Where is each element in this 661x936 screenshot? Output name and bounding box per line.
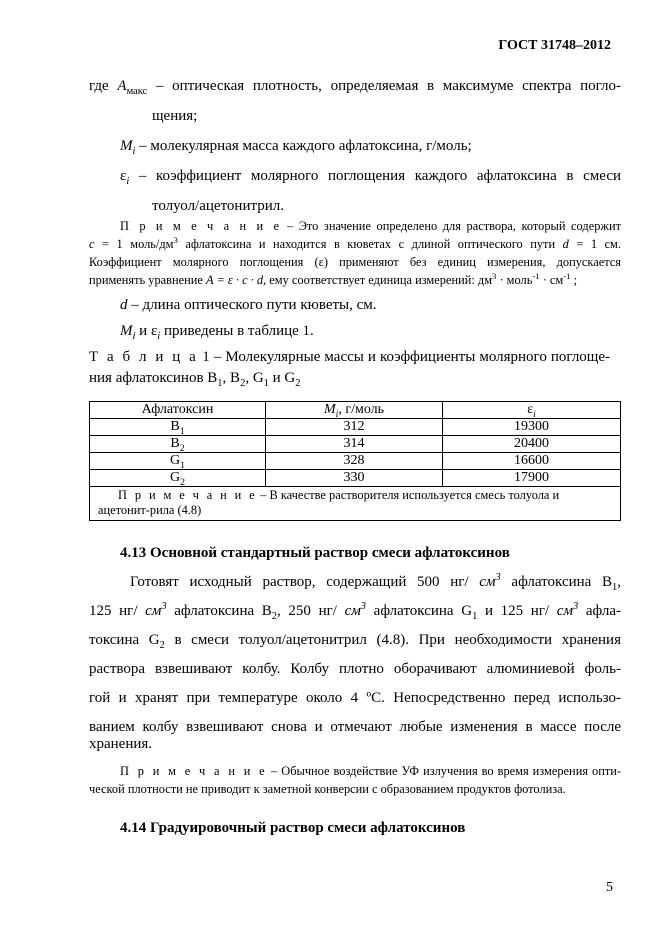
given-and: и	[135, 323, 151, 339]
note1-formula: A = ε · c · d,	[206, 273, 267, 287]
s413-cm: см	[344, 603, 361, 619]
a-symbol: A	[117, 78, 127, 94]
note1-text2c: = 1 см.	[568, 237, 621, 251]
s413-sup3: 3	[572, 601, 579, 612]
given-m: M	[120, 323, 133, 339]
s413-p1b-sub: 1	[612, 582, 618, 593]
def-d	[120, 297, 377, 314]
given-in-table	[120, 323, 314, 340]
s413-p2a: 125 нг/	[89, 603, 146, 619]
header-mass	[266, 402, 443, 419]
s413-p3a-sub: 2	[159, 640, 165, 651]
m-symbol: M	[120, 138, 133, 154]
cell-mass: 312	[266, 419, 443, 436]
header-mass-unit: , г/моль	[338, 402, 385, 417]
cell-sub: 1	[180, 459, 186, 471]
s413-line7: хранения.	[89, 736, 153, 752]
s413-line3	[89, 632, 621, 649]
note1-text4a: применять уравнение	[89, 273, 207, 287]
table-note-row	[90, 487, 621, 521]
cell-letter: B	[170, 436, 180, 451]
tc-sep1: , B	[222, 370, 241, 386]
aflatoxin-table	[89, 401, 621, 521]
def-d-text: – длина оптического пути кюветы, см.	[127, 297, 377, 313]
given-m-sub: i	[132, 331, 136, 342]
def-a-max	[89, 78, 621, 95]
tc-and: и G	[268, 370, 296, 386]
table-note-text: – В качестве растворителя используется смесь толуола и ацетонит-рила (4.8)	[98, 488, 560, 517]
header-mass-sub: i	[335, 408, 339, 420]
note1-text4b: ему соответствует единица измерений: дм	[266, 273, 493, 287]
note1-line2	[89, 234, 621, 252]
s413-p2e: и 125 нг/	[477, 603, 557, 619]
section-414-heading: 4.14 Градуировочный раствор смеси афлатоксинов	[120, 820, 466, 836]
cell-letter: G	[169, 453, 181, 468]
cell-eps: 17900	[443, 470, 621, 487]
cell-letter: B	[170, 419, 180, 434]
s413-p1a: Готовят исходный раствор, содержащий 500 нг/	[130, 574, 480, 590]
def-eps-cont: толуол/ацетонитрил.	[152, 198, 284, 214]
eps-subscript: i	[126, 176, 130, 187]
s413-line1	[130, 574, 621, 591]
note1-line3: Коэффициент молярного поглощения (ε) применяют без единиц измерения, допускается	[89, 255, 621, 269]
table-caption-line2	[89, 370, 301, 387]
table-caption-line1	[89, 349, 610, 366]
d-symbol: d	[120, 297, 128, 313]
cell-aflatoxin	[90, 436, 266, 453]
s413-line4: раствора взвешивают колбу. Колбу плотно оборачивают алюминиевой фоль-	[89, 661, 621, 677]
def-mi	[120, 138, 472, 155]
s413-cm: см	[145, 603, 162, 619]
header-eps-sym: ε	[527, 402, 534, 417]
s413-line2	[89, 603, 621, 620]
note1-label: П р и м е ч а н и е	[120, 219, 282, 233]
s413-p3a: токсина G	[89, 632, 160, 648]
given-eps: ε	[150, 323, 158, 339]
table-note-label: П р и м е ч а н и е	[118, 488, 258, 502]
note1-c: c	[89, 237, 95, 251]
s413-p2f: афла-	[578, 603, 621, 619]
given-eps-sub: i	[157, 331, 161, 342]
header-eps-sub: i	[533, 408, 536, 420]
def-eps-text: – коэффициент молярного поглощения каждого афлатоксина в смеси	[129, 168, 621, 184]
note1-text1: – Это значение определено для раствора, который содержит	[281, 219, 621, 233]
note1-sup-m1b: -1	[563, 270, 571, 281]
s413-sup3: 3	[495, 572, 501, 583]
s413-note-line1	[120, 764, 621, 779]
s413-cm: см	[479, 574, 496, 590]
note1-sup-m1: -1	[532, 270, 540, 281]
note1-tail: ;	[570, 273, 578, 287]
cell-eps: 20400	[443, 436, 621, 453]
def-eps	[120, 168, 621, 185]
cell-mass: 328	[266, 453, 443, 470]
note1-line4	[89, 270, 578, 288]
cell-mass: 314	[266, 436, 443, 453]
def-mi-text: – молекулярная масса каждого афлатоксина, г/моль;	[135, 138, 472, 154]
table-row	[90, 436, 621, 453]
s413-p1c: ,	[617, 574, 621, 590]
standard-number: ГОСТ 31748–2012	[498, 38, 611, 53]
s413-sup3: 3	[360, 601, 367, 612]
header-aflatoxin: Афлатоксин	[90, 402, 266, 419]
header-mass-sym: M	[323, 402, 336, 417]
cell-eps: 16600	[443, 453, 621, 470]
note1-sup: 3	[173, 234, 178, 245]
s413-p2b-sub: 2	[271, 611, 278, 622]
table-row	[90, 453, 621, 470]
table-row	[90, 470, 621, 487]
tc-g1: 1	[263, 378, 269, 389]
s413-note-text1: – Обычное воздействие УФ излучения во время измерения опти-	[267, 764, 622, 778]
s413-sup3: 3	[161, 601, 167, 612]
s413-line6: ванием колбу взвешивают снова и отмечают любые изменения в массе после	[89, 719, 621, 735]
def-a-max-prefix: где	[89, 78, 118, 94]
tc-sep2: , G	[245, 370, 264, 386]
table-row	[90, 419, 621, 436]
note1-d: d	[562, 237, 569, 251]
cell-aflatoxin	[90, 453, 266, 470]
note1-line1	[120, 219, 621, 234]
tc-b2: 2	[240, 378, 246, 389]
cell-sub: 2	[180, 476, 186, 488]
table-caption-label: Т а б л и ц а	[89, 349, 199, 365]
s413-note-line2: ческой плотности не приводит к заметной конверсии с образованием продуктов фотолиза.	[89, 782, 566, 796]
s413-p2d-sub: 1	[472, 611, 478, 622]
given-text: приведены в таблице 1.	[160, 323, 314, 339]
s413-cm: см	[556, 603, 573, 619]
note1-mol: · моль	[496, 273, 533, 287]
a-subscript: макс	[126, 86, 148, 97]
note1-text2b: афлатоксина и находится в кюветах с длиной оптического пути	[177, 237, 563, 251]
cell-eps: 19300	[443, 419, 621, 436]
note1-text2a: = 1 моль/дм	[94, 237, 174, 251]
cell-sub: 1	[179, 425, 185, 437]
table-header-row	[90, 402, 621, 419]
cell-aflatoxin	[90, 470, 266, 487]
cell-sub: 2	[179, 442, 185, 454]
eps-symbol: ε	[120, 168, 127, 184]
note1-sup3: 3	[492, 270, 497, 281]
tc-b1: 1	[217, 378, 223, 389]
section-413-heading: 4.13 Основной стандартный раствор смеси афлатоксинов	[120, 545, 510, 561]
s413-p2d: афлатоксина G	[366, 603, 473, 619]
header-eps	[443, 402, 621, 419]
table-note	[90, 487, 621, 521]
page-number: 5	[606, 880, 613, 895]
note1-cm: · см	[539, 273, 564, 287]
tc-g2: 2	[295, 378, 301, 389]
s413-p2b: афлатоксина B	[166, 603, 272, 619]
s413-p3b: в смеси толуол/ацетонитрил (4.8). При необходимости хранения	[164, 632, 621, 648]
s413-line5: гой и хранят при температуре около 4 ºС. Непосредственно перед использо-	[89, 690, 621, 706]
table-caption-text: 1 – Молекулярные массы и коэффициенты молярного поглоще-	[198, 349, 611, 365]
def-a-max-text: – оптическая плотность, определяемая в максимуме спектра погло-	[147, 78, 621, 94]
cell-letter: G	[169, 470, 181, 485]
tc-a: ния афлатоксинов B	[89, 370, 218, 386]
def-a-max-cont: щения;	[152, 108, 198, 124]
cell-aflatoxin	[90, 419, 266, 436]
cell-mass: 330	[266, 470, 443, 487]
s413-p2c: , 250 нг/	[277, 603, 345, 619]
s413-p1b: афлатоксина B	[500, 574, 612, 590]
m-subscript: i	[132, 146, 136, 157]
s413-note-label: П р и м е ч а н и е	[120, 764, 268, 778]
